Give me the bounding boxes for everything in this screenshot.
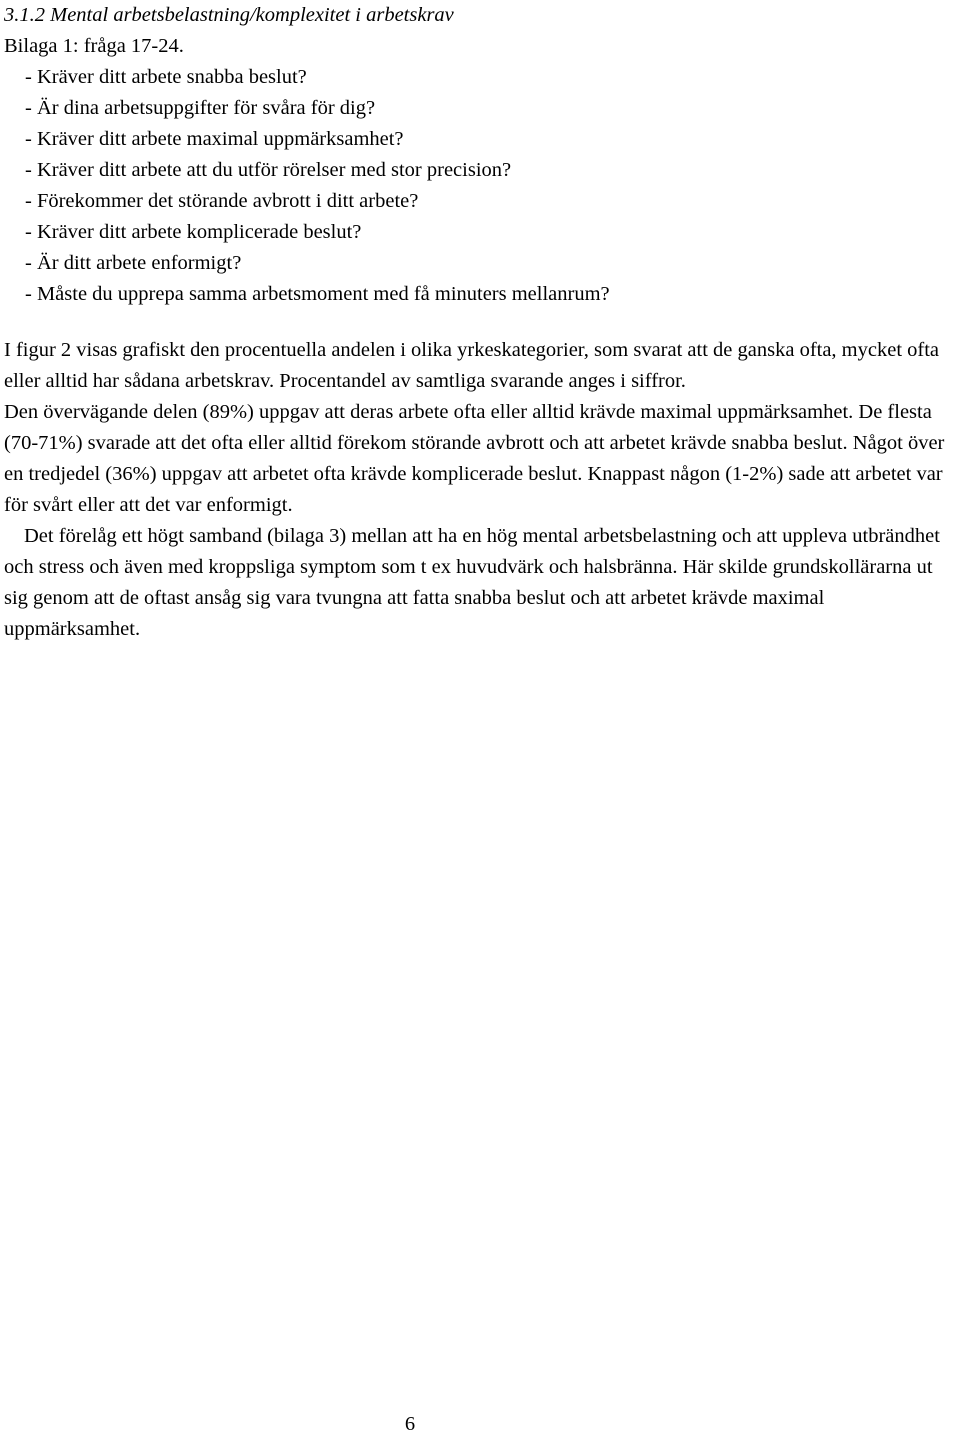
body-paragraph: I figur 2 visas grafiskt den procentuella andelen i olika yrkeskategorier, som svarat att de ganska ofta, mycket ofta eller alltid har sådana arbetskrav. Procentandel av samtliga svarande anges i siffror. <box>4 339 940 392</box>
question-item: - Kräver ditt arbete att du utför rörelser med stor precision? <box>25 159 512 181</box>
body-paragraph: Det förelåg ett högt samband (bilaga 3) mellan att ha en hög mental arbetsbelastning och att uppleva utbrändhet och stress och även med kroppsliga symptom som t ex huvudvärk och halsbränna. Här skilde grundskollärarna ut sig genom att de oftast ansåg sig vara tvungna att fatta snabba beslut och att arbetet krävde maximal uppmärksamhet. <box>4 525 940 640</box>
question-list <box>4 62 956 310</box>
question-item: - Kräver ditt arbete komplicerade beslut? <box>25 221 362 243</box>
question-item: - Måste du upprepa samma arbetsmoment med få minuters mellanrum? <box>25 283 610 305</box>
question-item: - Förekommer det störande avbrott i ditt arbete? <box>25 190 419 212</box>
question-item: - Kräver ditt arbete snabba beslut? <box>25 66 307 88</box>
document-page <box>4 0 956 645</box>
section-heading: 3.1.2 Mental arbetsbelastning/komplexitet i arbetskrav <box>4 4 454 26</box>
question-item: - Är dina arbetsuppgifter för svåra för dig? <box>25 97 376 119</box>
body-paragraph: Den övervägande delen (89%) uppgav att deras arbete ofta eller alltid krävde maximal uppmärksamhet. De flesta (70-71%) svarade att det ofta eller alltid förekom störande avbrott och att arbetet krävde snabba beslut. Något över en tredjedel (36%) uppgav att arbetet ofta krävde komplicerade beslut. Knappast någon (1-2%) sade att arbetet var för svårt eller att det var enformigt. <box>4 401 945 516</box>
question-item: - Är ditt arbete enformigt? <box>25 252 242 274</box>
question-item: - Kräver ditt arbete maximal uppmärksamhet? <box>25 128 404 150</box>
page-number: 6 <box>404 1413 416 1435</box>
appendix-reference: Bilaga 1: fråga 17-24. <box>4 35 184 57</box>
